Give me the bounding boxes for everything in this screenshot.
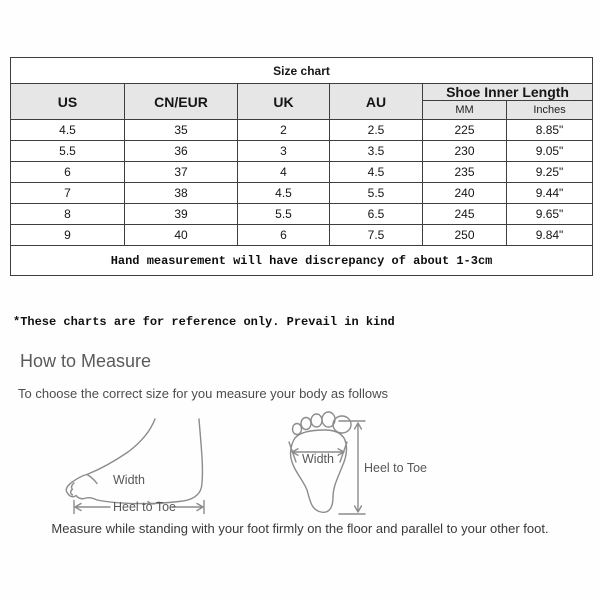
cell-au: 7.5	[330, 225, 423, 246]
foot-sole-outline	[291, 430, 347, 512]
cell-inches: 9.44"	[507, 183, 593, 204]
cell-uk: 3	[238, 141, 330, 162]
cell-mm: 240	[423, 183, 507, 204]
cell-au: 2.5	[330, 120, 423, 141]
toe-small	[293, 424, 302, 435]
measure-caption: Measure while standing with your foot firmly on the floor and parallel to your other foot.	[51, 521, 549, 536]
cell-inches: 9.05"	[507, 141, 593, 162]
how-to-measure-intro: To choose the correct size for you measure your body as follows	[18, 386, 388, 401]
top-heel-to-toe-label: Heel to Toe	[364, 461, 428, 475]
cell-mm: 250	[423, 225, 507, 246]
cell-us: 8	[11, 204, 125, 225]
reference-note: *These charts are for reference only. Prevail in kind	[13, 315, 395, 329]
cell-au: 6.5	[330, 204, 423, 225]
cell-cn-eur: 35	[125, 120, 238, 141]
toe-knuckle-line	[87, 475, 97, 484]
toe-3	[311, 414, 322, 427]
side-heel-to-toe-label: Heel to Toe	[113, 500, 177, 514]
col-subheader-inches: Inches	[507, 101, 593, 120]
cell-inches: 9.25"	[507, 162, 593, 183]
table-footnote: Hand measurement will have discrepancy of about 1-3cm	[11, 246, 593, 276]
cell-au: 5.5	[330, 183, 423, 204]
cell-cn-eur: 40	[125, 225, 238, 246]
heel-to-toe-arrow	[355, 423, 362, 512]
cell-mm: 245	[423, 204, 507, 225]
side-width-label: Width	[113, 473, 145, 487]
cell-cn-eur: 38	[125, 183, 238, 204]
heel-to-toe-arrow-left	[75, 504, 110, 511]
cell-au: 4.5	[330, 162, 423, 183]
heel-to-toe-ticks	[339, 421, 365, 514]
table-row	[11, 183, 593, 204]
table-row	[11, 225, 593, 246]
col-header-uk: UK	[238, 84, 330, 120]
cell-mm: 235	[423, 162, 507, 183]
table-row	[11, 204, 593, 225]
top-width-label: Width	[302, 452, 334, 466]
cell-uk: 4.5	[238, 183, 330, 204]
toe-big	[333, 416, 351, 433]
cell-us: 9	[11, 225, 125, 246]
cell-uk: 6	[238, 225, 330, 246]
col-header-cn-eur: CN/EUR	[125, 84, 238, 120]
table-row	[11, 120, 593, 141]
cell-cn-eur: 36	[125, 141, 238, 162]
cell-mm: 230	[423, 141, 507, 162]
table-title: Size chart	[11, 58, 593, 84]
cell-us: 7	[11, 183, 125, 204]
col-subheader-mm: MM	[423, 101, 507, 120]
cell-cn-eur: 37	[125, 162, 238, 183]
cell-inches: 8.85"	[507, 120, 593, 141]
cell-cn-eur: 39	[125, 204, 238, 225]
cell-us: 6	[11, 162, 125, 183]
how-to-measure-heading: How to Measure	[20, 351, 152, 371]
cell-inches: 9.84"	[507, 225, 593, 246]
table-row	[11, 162, 593, 183]
table-row	[11, 141, 593, 162]
size-chart-table	[10, 57, 593, 276]
heel-to-toe-arrow-right	[172, 504, 203, 511]
cell-inches: 9.65"	[507, 204, 593, 225]
cell-au: 3.5	[330, 141, 423, 162]
cell-uk: 2	[238, 120, 330, 141]
cell-us: 4.5	[11, 120, 125, 141]
col-header-shoe-inner-length: Shoe Inner Length	[423, 84, 593, 101]
cell-uk: 4	[238, 162, 330, 183]
toe-4	[301, 418, 311, 430]
col-header-au: AU	[330, 84, 423, 120]
cell-us: 5.5	[11, 141, 125, 162]
toe-lines	[71, 483, 74, 495]
cell-mm: 225	[423, 120, 507, 141]
cell-uk: 5.5	[238, 204, 330, 225]
col-header-us: US	[11, 84, 125, 120]
foot-side-outline	[66, 419, 202, 504]
